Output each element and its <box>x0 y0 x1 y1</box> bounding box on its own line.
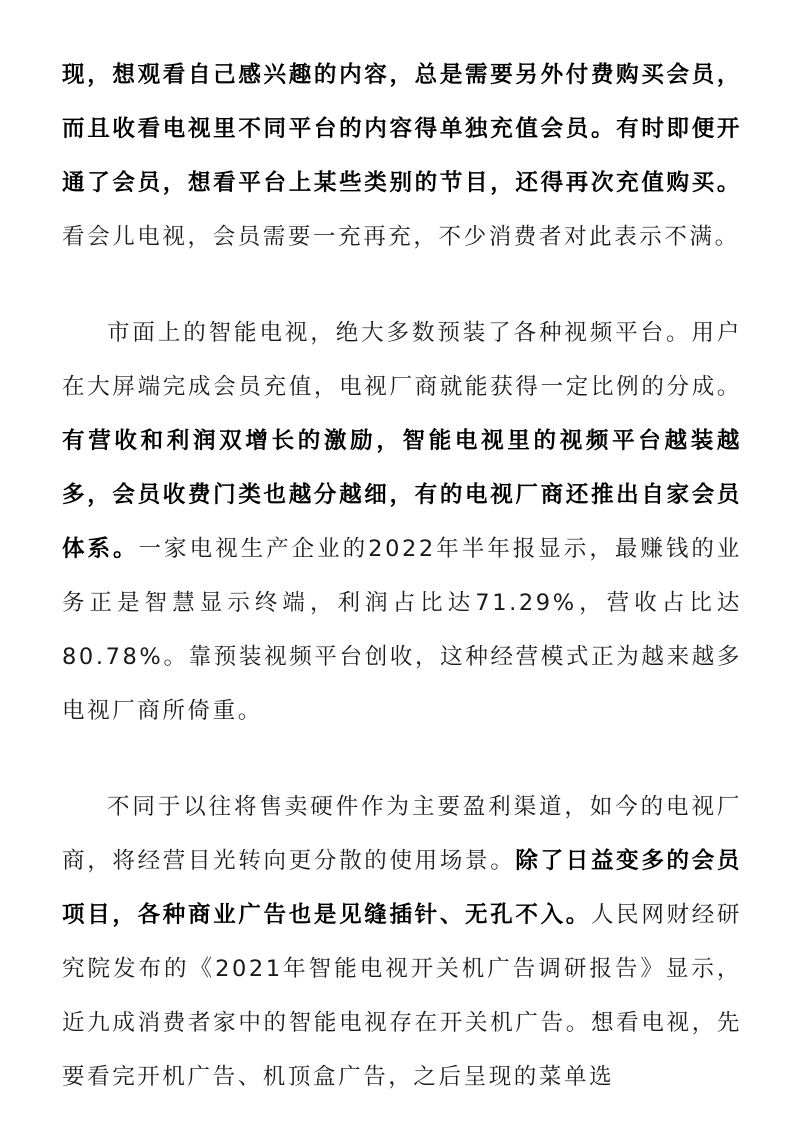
paragraph-1 <box>62 48 742 264</box>
paragraph-2-text-a: 市面上的智能电视，绝大多数预装了各种视频平台。用户在大屏端完成会员充值，电视厂商就能获得一定比例的分成。 <box>62 320 742 400</box>
paragraph-1-text: 看会儿电视，会员需要一充再充，不少消费者对此表示不满。 <box>62 224 740 250</box>
paragraph-3 <box>62 780 742 1104</box>
paragraph-2 <box>62 306 742 738</box>
article-body <box>62 48 742 1104</box>
paragraph-2-bold-text: 有营收和利润双增长的激励，智能电视里的视频平台越装越多，会员收费门类也越分越细，有的电视厂商还推出自家会员体系。 <box>62 428 742 562</box>
paragraph-2-text-b: 一家电视生产企业的2022年半年报显示，最赚钱的业务正是智慧显示终端，利润占比达71.29%，营收占比达80.78%。靠预装视频平台创收，这种经营模式正为越来越多电视厂商所倚重。 <box>62 536 742 724</box>
paragraph-3-text-b: 人民网财经研究院发布的《2021年智能电视开关机广告调研报告》显示，近九成消费者家中的智能电视存在开关机广告。想看电视，先要看完开机广告、机顶盒广告，之后呈现的菜单选 <box>62 902 742 1090</box>
paragraph-1-bold-text: 现，想观看自己感兴趣的内容，总是需要另外付费购买会员，而且收看电视里不同平台的内容得单独充值会员。有时即便开通了会员，想看平台上某些类别的节目，还得再次充值购买。 <box>62 62 742 196</box>
paragraph-3-text-a: 不同于以往将售卖硬件作为主要盈利渠道，如今的电视厂商，将经营目光转向更分散的使用场景。 <box>62 794 742 874</box>
paragraph-3-bold-text: 除了日益变多的会员项目，各种商业广告也是见缝插针、无孔不入。 <box>62 848 742 928</box>
